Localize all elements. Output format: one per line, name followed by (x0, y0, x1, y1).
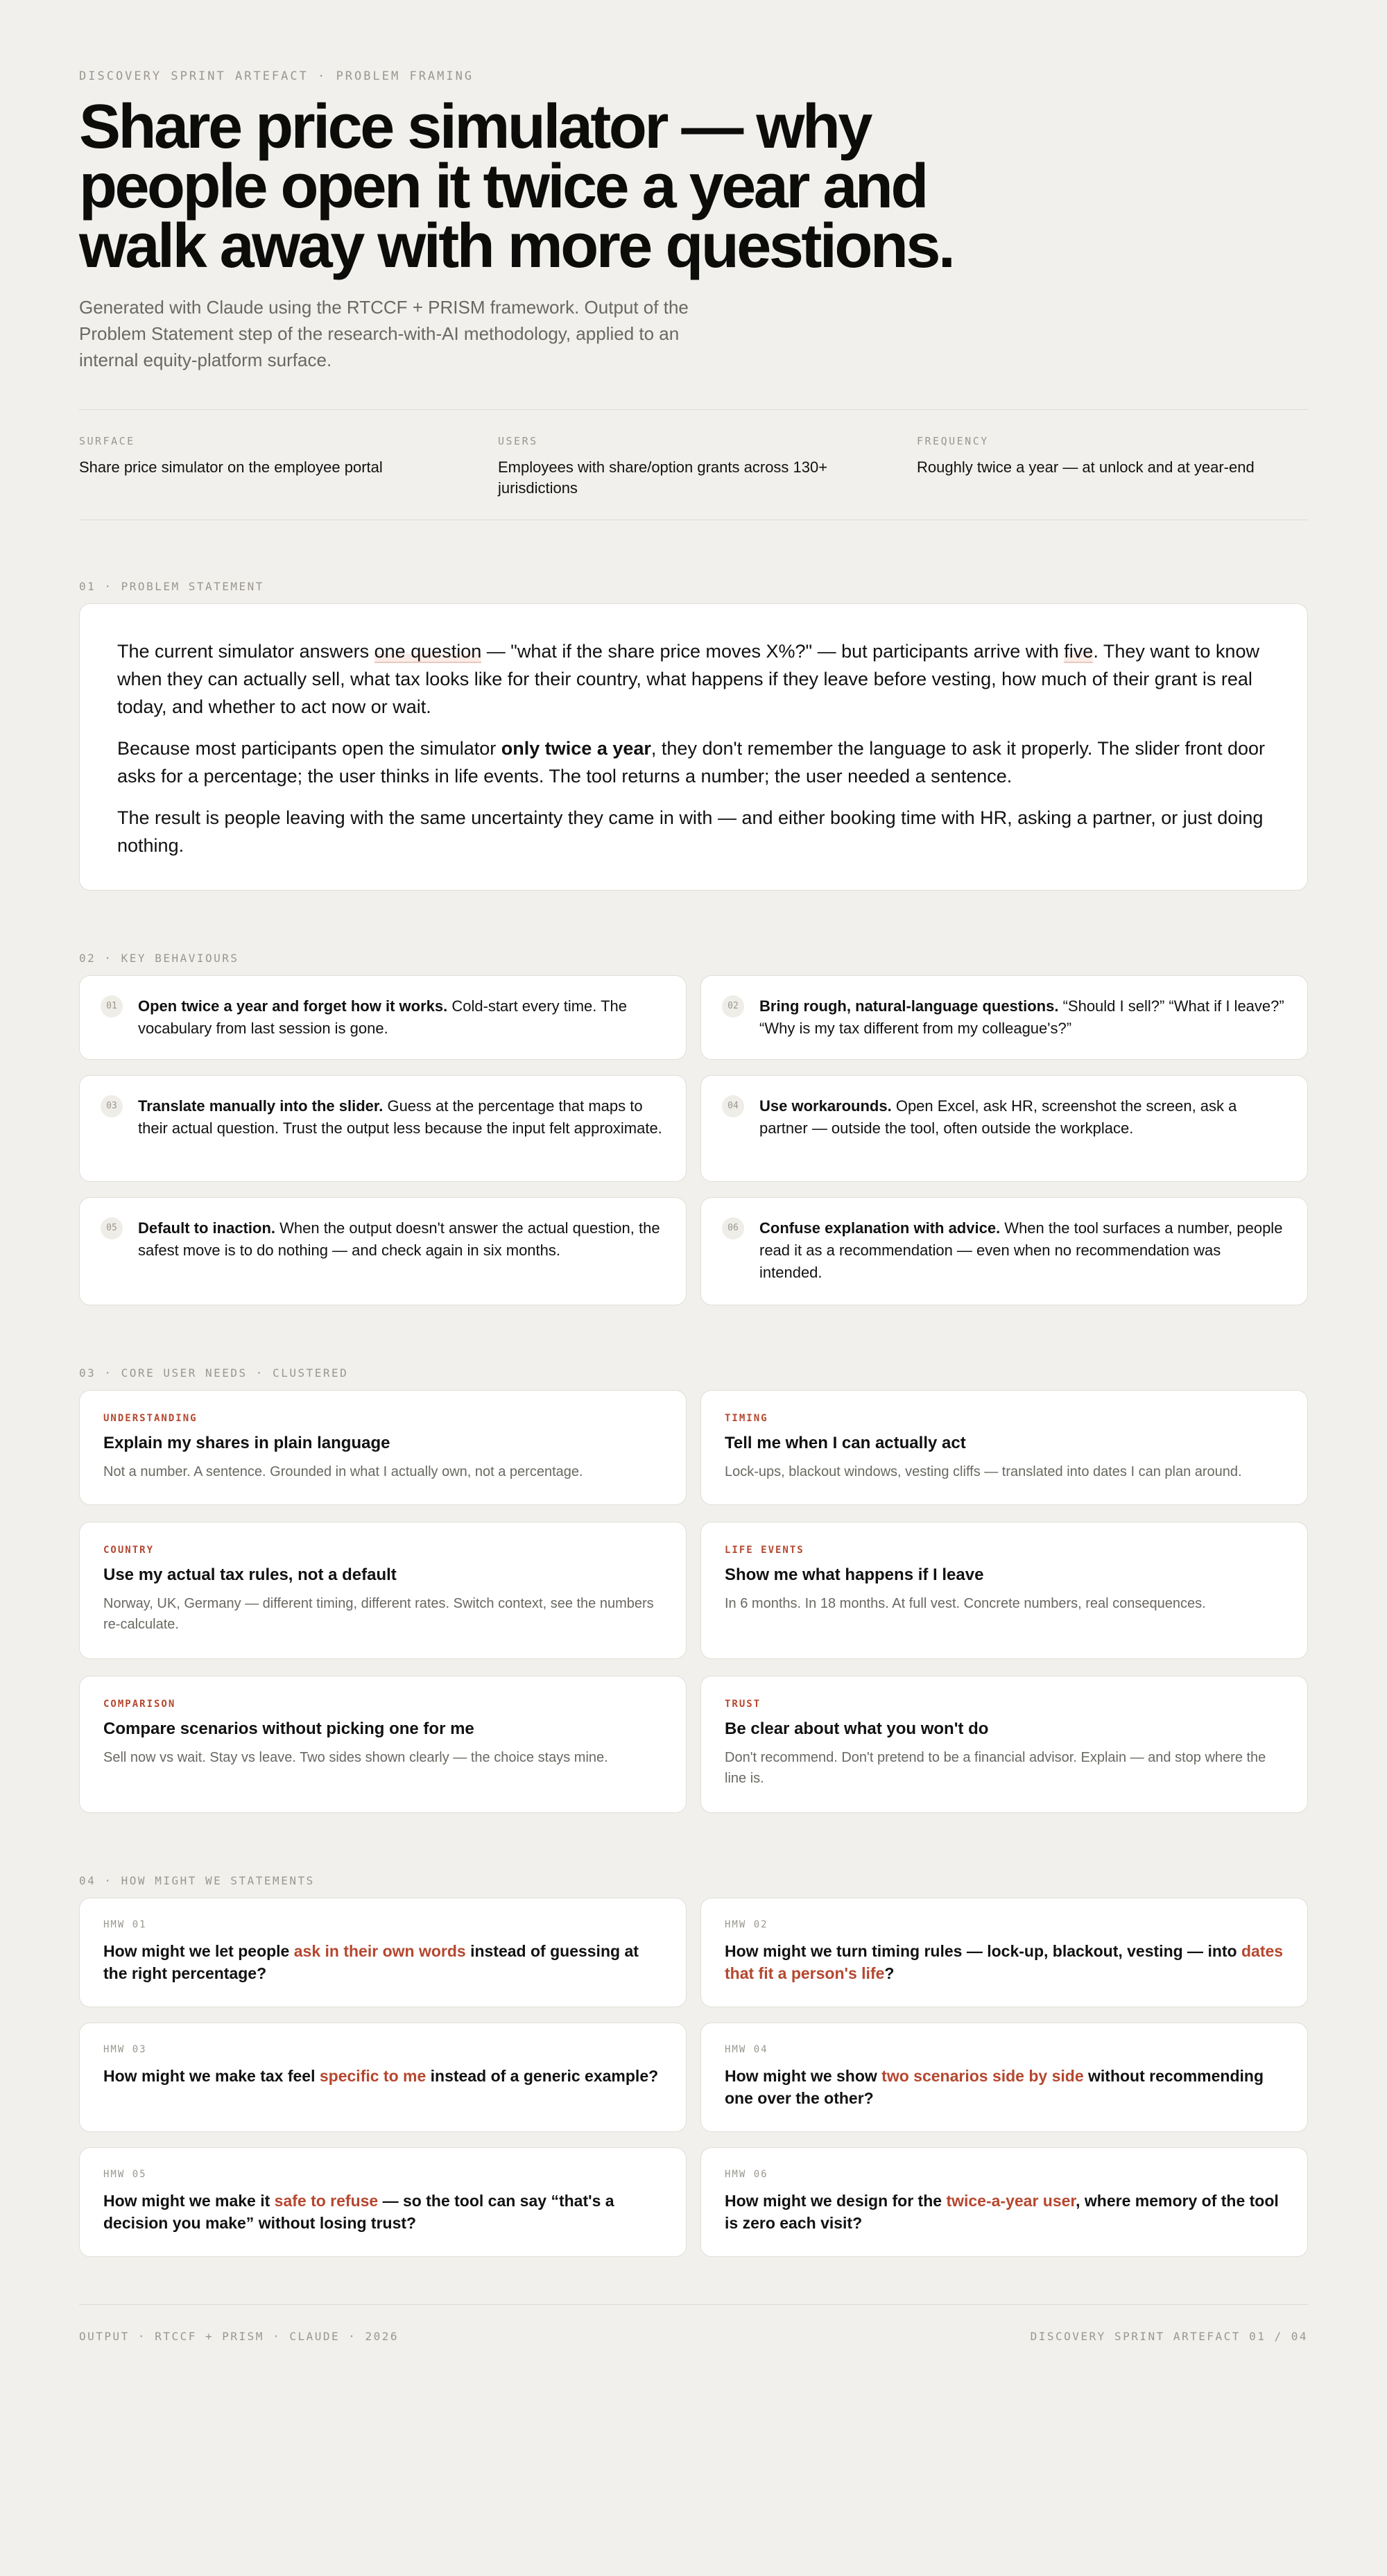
need-tag: TIMING (725, 1413, 768, 1424)
hmw-tag: HMW 05 (103, 2169, 147, 2180)
need-description: In 6 months. In 18 months. At full vest. Concrete numbers, real consequences. (725, 1596, 1206, 1611)
hmw-card (79, 2023, 687, 2132)
meta-surface (79, 435, 440, 478)
hmw-tag: HMW 06 (725, 2169, 768, 2180)
behaviour-number: 04 (722, 1095, 744, 1117)
need-title: Tell me when I can actually act (725, 1434, 966, 1452)
hmw-card (700, 1898, 1308, 2007)
hmw-question: How might we design for the twice-a-year user, where memory of the tool is zero each visit? (725, 2192, 1279, 2232)
hmw-tag: HMW 03 (103, 2044, 147, 2055)
hmw-card (700, 2147, 1308, 2257)
meta-label: FREQUENCY (917, 435, 989, 447)
need-tag: UNDERSTANDING (103, 1413, 198, 1424)
hmw-question: How might we make it safe to refuse — so the tool can say “that's a decision you make” without losing trust? (103, 2192, 614, 2232)
need-tag: COMPARISON (103, 1699, 176, 1710)
problem-paragraph-1: The current simulator answers one question — "what if the share price moves X%?" — but participants arrive with five. They want to know when they can actually sell, what tax looks like for their country, what happens if they leave before vesting, how much of their grant is real today, and whether to act now or wait. (117, 641, 1259, 717)
footer-left: OUTPUT · RTCCF + PRISM · CLAUDE · 2026 (79, 2330, 399, 2343)
behaviour-card (700, 1197, 1308, 1305)
need-description: Sell now vs wait. Stay vs leave. Two sides shown clearly — the choice stays mine. (103, 1750, 608, 1765)
footer (79, 2304, 1308, 2343)
need-tag: COUNTRY (103, 1545, 155, 1556)
behaviour-text: Default to inaction. When the output doesn't answer the actual question, the safest move is to do nothing — and check again in six months. (138, 1219, 660, 1259)
section-label-problem: 01 · PROBLEM STATEMENT (79, 580, 264, 593)
need-description: Don't recommend. Don't pretend to be a financial advisor. Explain — and stop where the line is. (725, 1750, 1266, 1786)
behaviour-number: 01 (101, 995, 123, 1017)
problem-statement-card (79, 603, 1308, 891)
hmw-question: How might we let people ask in their own words instead of guessing at the right percentage? (103, 1942, 639, 1982)
problem-paragraph-2: Because most participants open the simulator only twice a year, they don't remember the language to ask it properly. The slider front door asks for a percentage; the user thinks in life events. The tool returns a number; the user needed a sentence. (117, 738, 1266, 787)
section-label-hmw: 04 · HOW MIGHT WE STATEMENTS (79, 1874, 315, 1887)
behaviour-number: 06 (722, 1217, 744, 1239)
behaviour-number: 05 (101, 1217, 123, 1239)
hmw-card (79, 1898, 687, 2007)
meta-label: SURFACE (79, 435, 135, 447)
behaviour-card (700, 1075, 1308, 1182)
hmw-card (700, 2023, 1308, 2132)
need-tag: TRUST (725, 1699, 761, 1710)
need-title: Be clear about what you won't do (725, 1719, 989, 1738)
hmw-tag: HMW 01 (103, 1919, 147, 1930)
hmw-tag: HMW 04 (725, 2044, 768, 2055)
page-title: Share price simulator — why people open it twice a year and walk away with more questions. (79, 92, 954, 281)
section-label-needs: 03 · CORE USER NEEDS · CLUSTERED (79, 1366, 349, 1380)
meta-value: Roughly twice a year — at unlock and at year-end (917, 458, 1255, 476)
need-tag: LIFE EVENTS (725, 1545, 804, 1556)
behaviour-card (79, 1075, 687, 1182)
highlight: one question (374, 641, 482, 662)
need-title: Use my actual tax rules, not a default (103, 1565, 397, 1584)
meta-users (498, 435, 859, 499)
need-card (700, 1522, 1308, 1659)
behaviour-text: Use workarounds. Open Excel, ask HR, screenshot the screen, ask a partner — outside the tool, often outside the workplace. (759, 1097, 1237, 1137)
hmw-question: How might we turn timing rules — lock-up, blackout, vesting — into dates that fit a person's life? (725, 1942, 1284, 1982)
hmw-question: How might we make tax feel specific to me instead of a generic example? (103, 2067, 659, 2085)
behaviour-text: Translate manually into the slider. Guess at the percentage that maps to their actual question. Trust the output less because the input felt approximate. (138, 1097, 662, 1137)
problem-paragraph-3: The result is people leaving with the same uncertainty they came in with — and either booking time with HR, asking a partner, or just doing nothing. (117, 807, 1264, 856)
behaviour-card (79, 1197, 687, 1305)
meta-label: USERS (498, 435, 538, 447)
footer-right: DISCOVERY SPRINT ARTEFACT 01 / 04 (1030, 2330, 1308, 2343)
behaviour-text: Bring rough, natural-language questions. “Should I sell?” “What if I leave?” “Why is my tax different from my colleague's?” (759, 997, 1284, 1037)
need-title: Show me what happens if I leave (725, 1565, 984, 1584)
meta-frequency (917, 435, 1277, 478)
behaviour-number: 03 (101, 1095, 123, 1117)
need-title: Compare scenarios without picking one for me (103, 1719, 474, 1738)
behaviour-text: Confuse explanation with advice. When the tool surfaces a number, people read it as a recommendation — even when no recommendation was intended. (759, 1219, 1283, 1281)
need-card (700, 1390, 1308, 1505)
meta-value: Employees with share/option grants across 130+ jurisdictions (498, 458, 828, 497)
hmw-tag: HMW 02 (725, 1919, 768, 1930)
eyebrow: DISCOVERY SPRINT ARTEFACT · PROBLEM FRAMING (79, 69, 474, 83)
hmw-card (79, 2147, 687, 2257)
behaviour-card (700, 975, 1308, 1060)
need-description: Not a number. A sentence. Grounded in what I actually own, not a percentage. (103, 1464, 583, 1479)
need-card (79, 1676, 687, 1813)
meta-value: Share price simulator on the employee portal (79, 458, 383, 476)
need-title: Explain my shares in plain language (103, 1434, 390, 1452)
behaviour-card (79, 975, 687, 1060)
section-label-behaviours: 02 · KEY BEHAVIOURS (79, 952, 239, 965)
need-card (700, 1676, 1308, 1813)
behaviour-text: Open twice a year and forget how it works. Cold-start every time. The vocabulary from last session is gone. (138, 997, 628, 1037)
behaviour-number: 02 (722, 995, 744, 1017)
need-card (79, 1522, 687, 1659)
meta-strip (79, 409, 1308, 520)
subtitle: Generated with Claude using the RTCCF + PRISM framework. Output of the Problem Statement step of the research-with-AI methodology, applied to an internal equity-platform surface. (79, 297, 689, 370)
need-description: Norway, UK, Germany — different timing, different rates. Switch context, see the numbers re-calculate. (103, 1596, 654, 1632)
need-card (79, 1390, 687, 1505)
need-description: Lock-ups, blackout windows, vesting cliffs — translated into dates I can plan around. (725, 1464, 1242, 1479)
hmw-question: How might we show two scenarios side by side without recommending one over the other? (725, 2067, 1264, 2107)
highlight: five (1064, 641, 1094, 662)
